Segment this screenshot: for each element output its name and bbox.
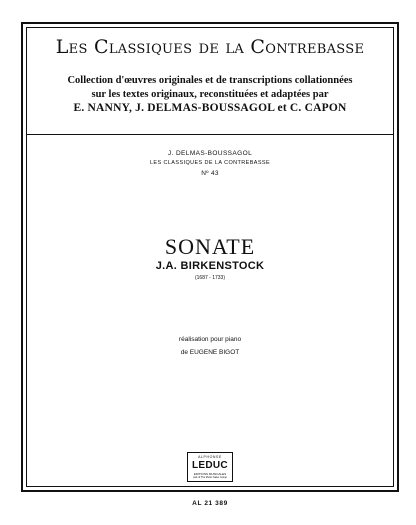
series-name: LES CLASSIQUES DE LA CONTREBASSE — [149, 160, 271, 166]
publisher-logo-top: ALPHONSE — [198, 455, 222, 459]
catalog-number: AL 21 389 — [192, 500, 228, 507]
realisation-note: réalisation pour piano — [178, 336, 242, 343]
publisher-logo — [187, 452, 233, 482]
composer-name: J.A. BIRKENSTOCK — [155, 260, 265, 272]
editors-line: E. NANNY, J. DELMAS-BOUSSAGOL et C. CAPON — [73, 102, 347, 114]
header-divider — [26, 134, 394, 135]
collection-description-line-1: Collection d'œuvres originales et de transcriptions collationnées — [67, 75, 353, 86]
collection-description-line-2: sur les textes originaux, reconstituées et adaptées par — [91, 89, 329, 100]
series-author: J. DELMAS-BOUSSAGOL — [167, 150, 253, 157]
composer-dates: (1687 - 1733) — [194, 275, 226, 281]
publisher-logo-sub2: part of The Music Sales Group — [193, 476, 227, 479]
work-title: SONATE — [164, 234, 256, 259]
series-title: Les Classiques de la Contrebasse — [55, 36, 365, 58]
arranger-name: de EUGENE BIGOT — [180, 349, 240, 356]
publisher-logo-main: LEDUC — [192, 460, 228, 471]
publisher-logo-sub: EDITIONS MUSICALES — [193, 472, 227, 476]
series-number: Nº 43 — [201, 170, 219, 177]
